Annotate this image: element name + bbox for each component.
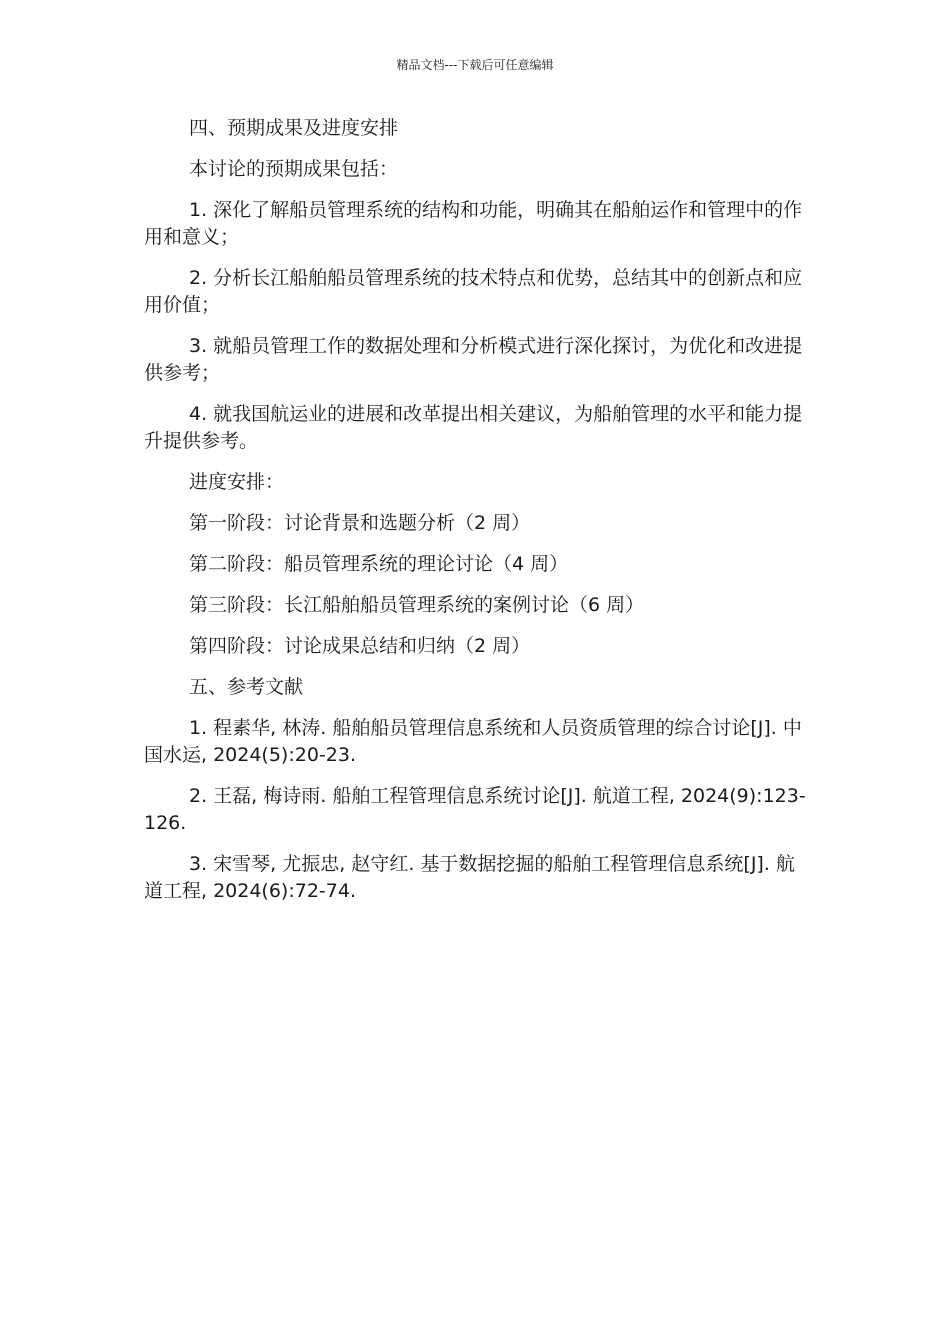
reference-item-1: 1. 程素华, 林涛. 船舶船员管理信息系统和人员资质管理的综合讨论[J]. 中国水运, 2024(5):20-23.: [144, 717, 802, 766]
page-header: 精品文档---下载后可任意编辑: [396, 58, 554, 72]
expected-results-intro: 本讨论的预期成果包括：: [189, 158, 399, 180]
expected-result-item-1: 1. 深化了解船员管理系统的结构和功能，明确其在船舶运作和管理中的作用和意义；: [144, 199, 803, 248]
schedule-stage-4: 第四阶段：讨论成果总结和归纳（2 周）: [189, 635, 531, 657]
schedule-intro: 进度安排：: [189, 471, 285, 493]
schedule-stage-2: 第二阶段：船员管理系统的理论讨论（4 周）: [189, 553, 569, 575]
section-heading-references: 五、参考文献: [189, 676, 304, 698]
expected-result-item-4: 4. 就我国航运业的进展和改革提出相关建议，为船舶管理的水平和能力提升提供参考。: [144, 403, 803, 452]
schedule-stage-1: 第一阶段：讨论背景和选题分析（2 周）: [189, 512, 531, 534]
document-body: [144, 115, 806, 919]
section-heading-expected-results: 四、预期成果及进度安排: [189, 117, 399, 139]
reference-item-3: 3. 宋雪琴, 尤振忠, 赵守红. 基于数据挖掘的船舶工程管理信息系统[J]. 航道工程, 2024(6):72-74.: [144, 853, 795, 902]
reference-item-2: 2. 王磊, 梅诗雨. 船舶工程管理信息系统讨论[J]. 航道工程, 2024(9):123-126.: [144, 785, 806, 834]
expected-result-item-3: 3. 就船员管理工作的数据处理和分析模式进行深化探讨，为优化和改进提供参考；: [144, 335, 803, 384]
schedule-stage-3: 第三阶段：长江船舶船员管理系统的案例讨论（6 周）: [189, 594, 645, 616]
expected-result-item-2: 2. 分析长江船舶船员管理系统的技术特点和优势，总结其中的创新点和应用价值；: [144, 267, 803, 316]
